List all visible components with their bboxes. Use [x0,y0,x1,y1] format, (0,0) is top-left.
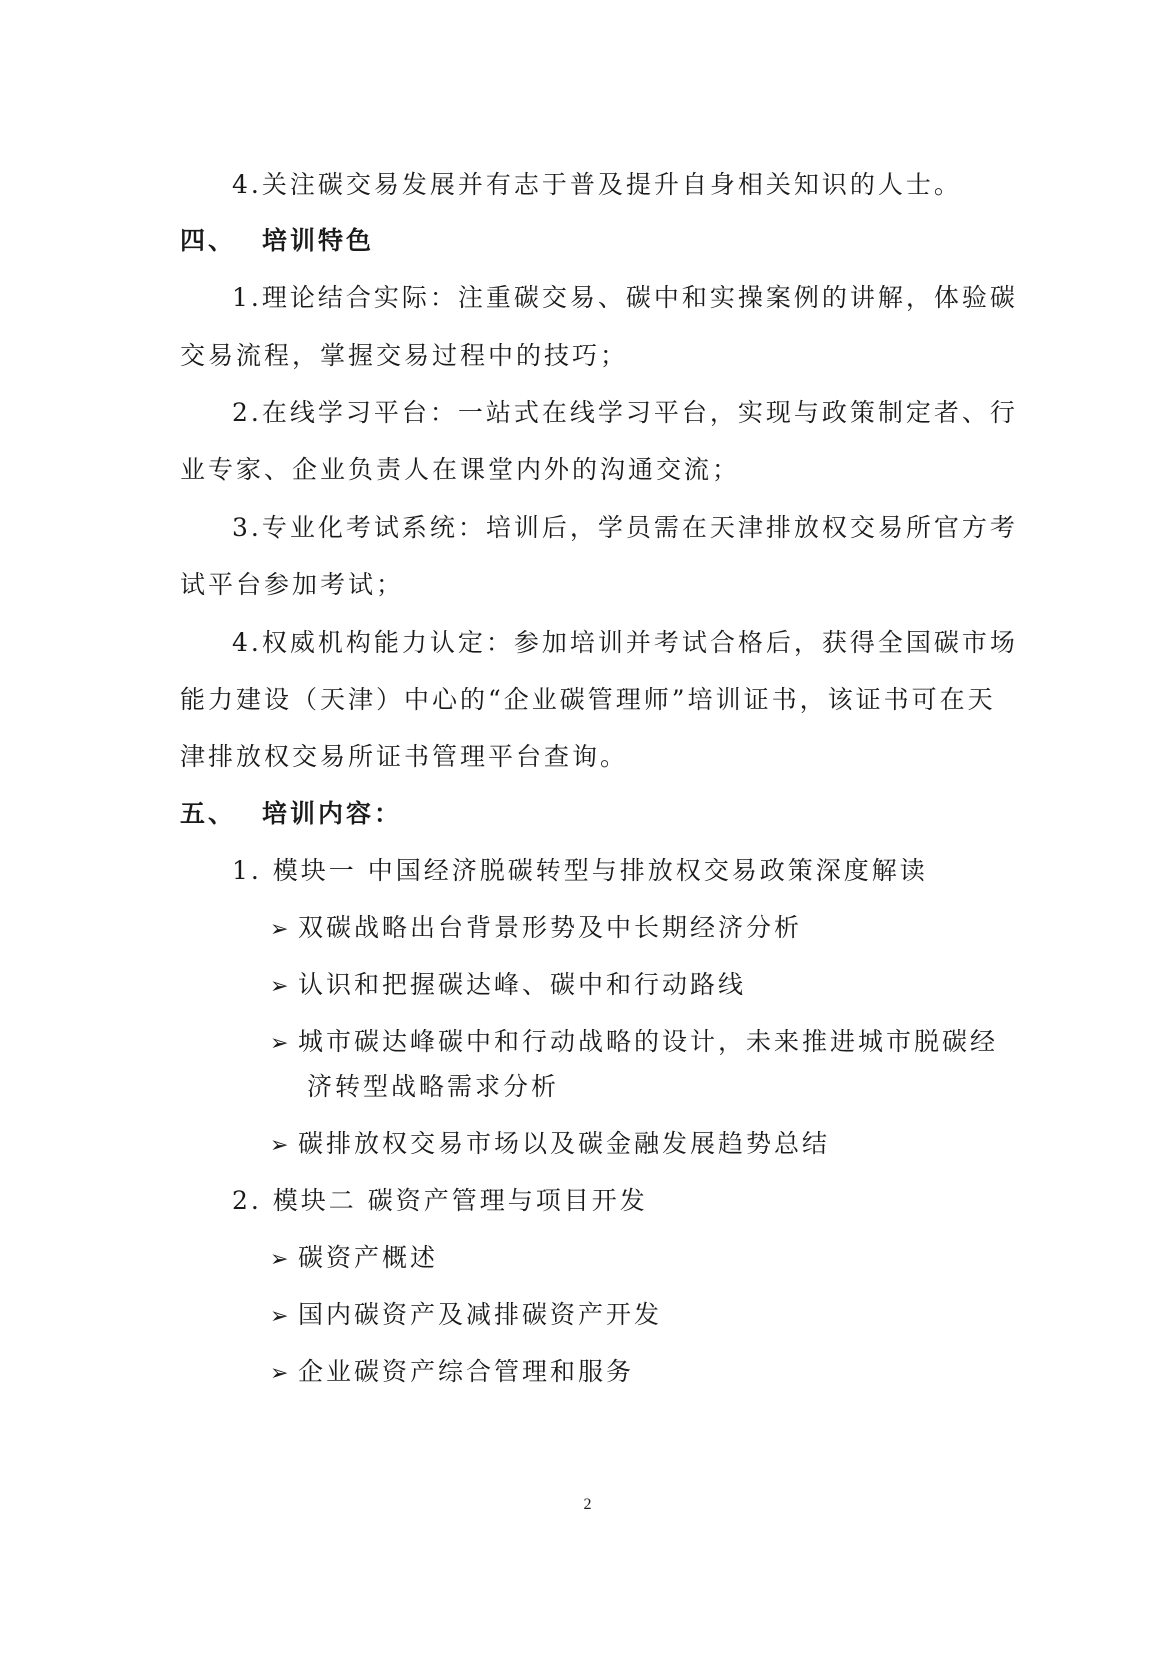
module-1-bullet-1: ➢ 双碳战略出台背景形势及中长期经济分析 [270,911,802,947]
section-5-title: 培训内容： [262,799,403,828]
section-4-title: 培训特色 [262,226,375,255]
feature-3-line-2: 试平台参加考试； [180,570,405,599]
arrow-bullet-icon: ➢ [270,974,289,999]
section-5-heading [180,797,402,831]
feature-4-line-3: 津排放权交易所证书管理平台查询。 [180,742,629,771]
section-5-number: 五、 [180,799,237,828]
feature-2-line-1: 2.在线学习平台：一站式在线学习平台，实现与政策制定者、行 [232,398,1018,427]
feature-3-line-1: 3.专业化考试系统：培训后，学员需在天津排放权交易所官方考 [232,513,1018,542]
arrow-bullet-icon: ➢ [270,1031,289,1056]
module-1-bullet-3-line-2: 济转型战略需求分析 [307,1072,560,1101]
feature-4-line-2: 能力建设（天津）中心的“企业碳管理师”培训证书，该证书可在天 [180,685,996,714]
feature-1-line-1: 1.理论结合实际：注重碳交易、碳中和实操案例的讲解，体验碳 [232,283,1018,312]
section-4-number: 四、 [180,226,237,255]
feature-4-line-1: 4.权威机构能力认定：参加培训并考试合格后，获得全国碳市场 [232,628,1018,657]
arrow-bullet-icon: ➢ [270,1133,289,1158]
arrow-bullet-icon: ➢ [270,1361,289,1386]
arrow-bullet-icon: ➢ [270,917,289,942]
arrow-bullet-icon: ➢ [270,1304,289,1329]
section-4-heading [180,224,374,258]
module-2-bullet-2: ➢ 国内碳资产及减排碳资产开发 [270,1298,662,1334]
feature-1-line-2: 交易流程，掌握交易过程中的技巧； [180,341,629,370]
module-1-bullet-4: ➢ 碳排放权交易市场以及碳金融发展趋势总结 [270,1127,830,1163]
module-2-bullet-3: ➢ 企业碳资产综合管理和服务 [270,1355,634,1391]
intro-item: 4.关注碳交易发展并有志于普及提升自身相关知识的人士。 [232,170,962,199]
feature-2-line-2: 业专家、企业负责人在课堂内外的沟通交流； [180,455,741,484]
module-1-title: 1. 模块一 中国经济脱碳转型与排放权交易政策深度解读 [232,856,928,885]
module-2-title: 2. 模块二 碳资产管理与项目开发 [232,1186,648,1215]
module-2-bullet-1: ➢ 碳资产概述 [270,1241,438,1277]
module-1-bullet-3: ➢ 城市碳达峰碳中和行动战略的设计，未来推进城市脱碳经 [270,1025,998,1061]
module-1-bullet-2: ➢ 认识和把握碳达峰、碳中和行动路线 [270,968,746,1004]
arrow-bullet-icon: ➢ [270,1247,289,1272]
page-number: 2 [583,1496,592,1513]
